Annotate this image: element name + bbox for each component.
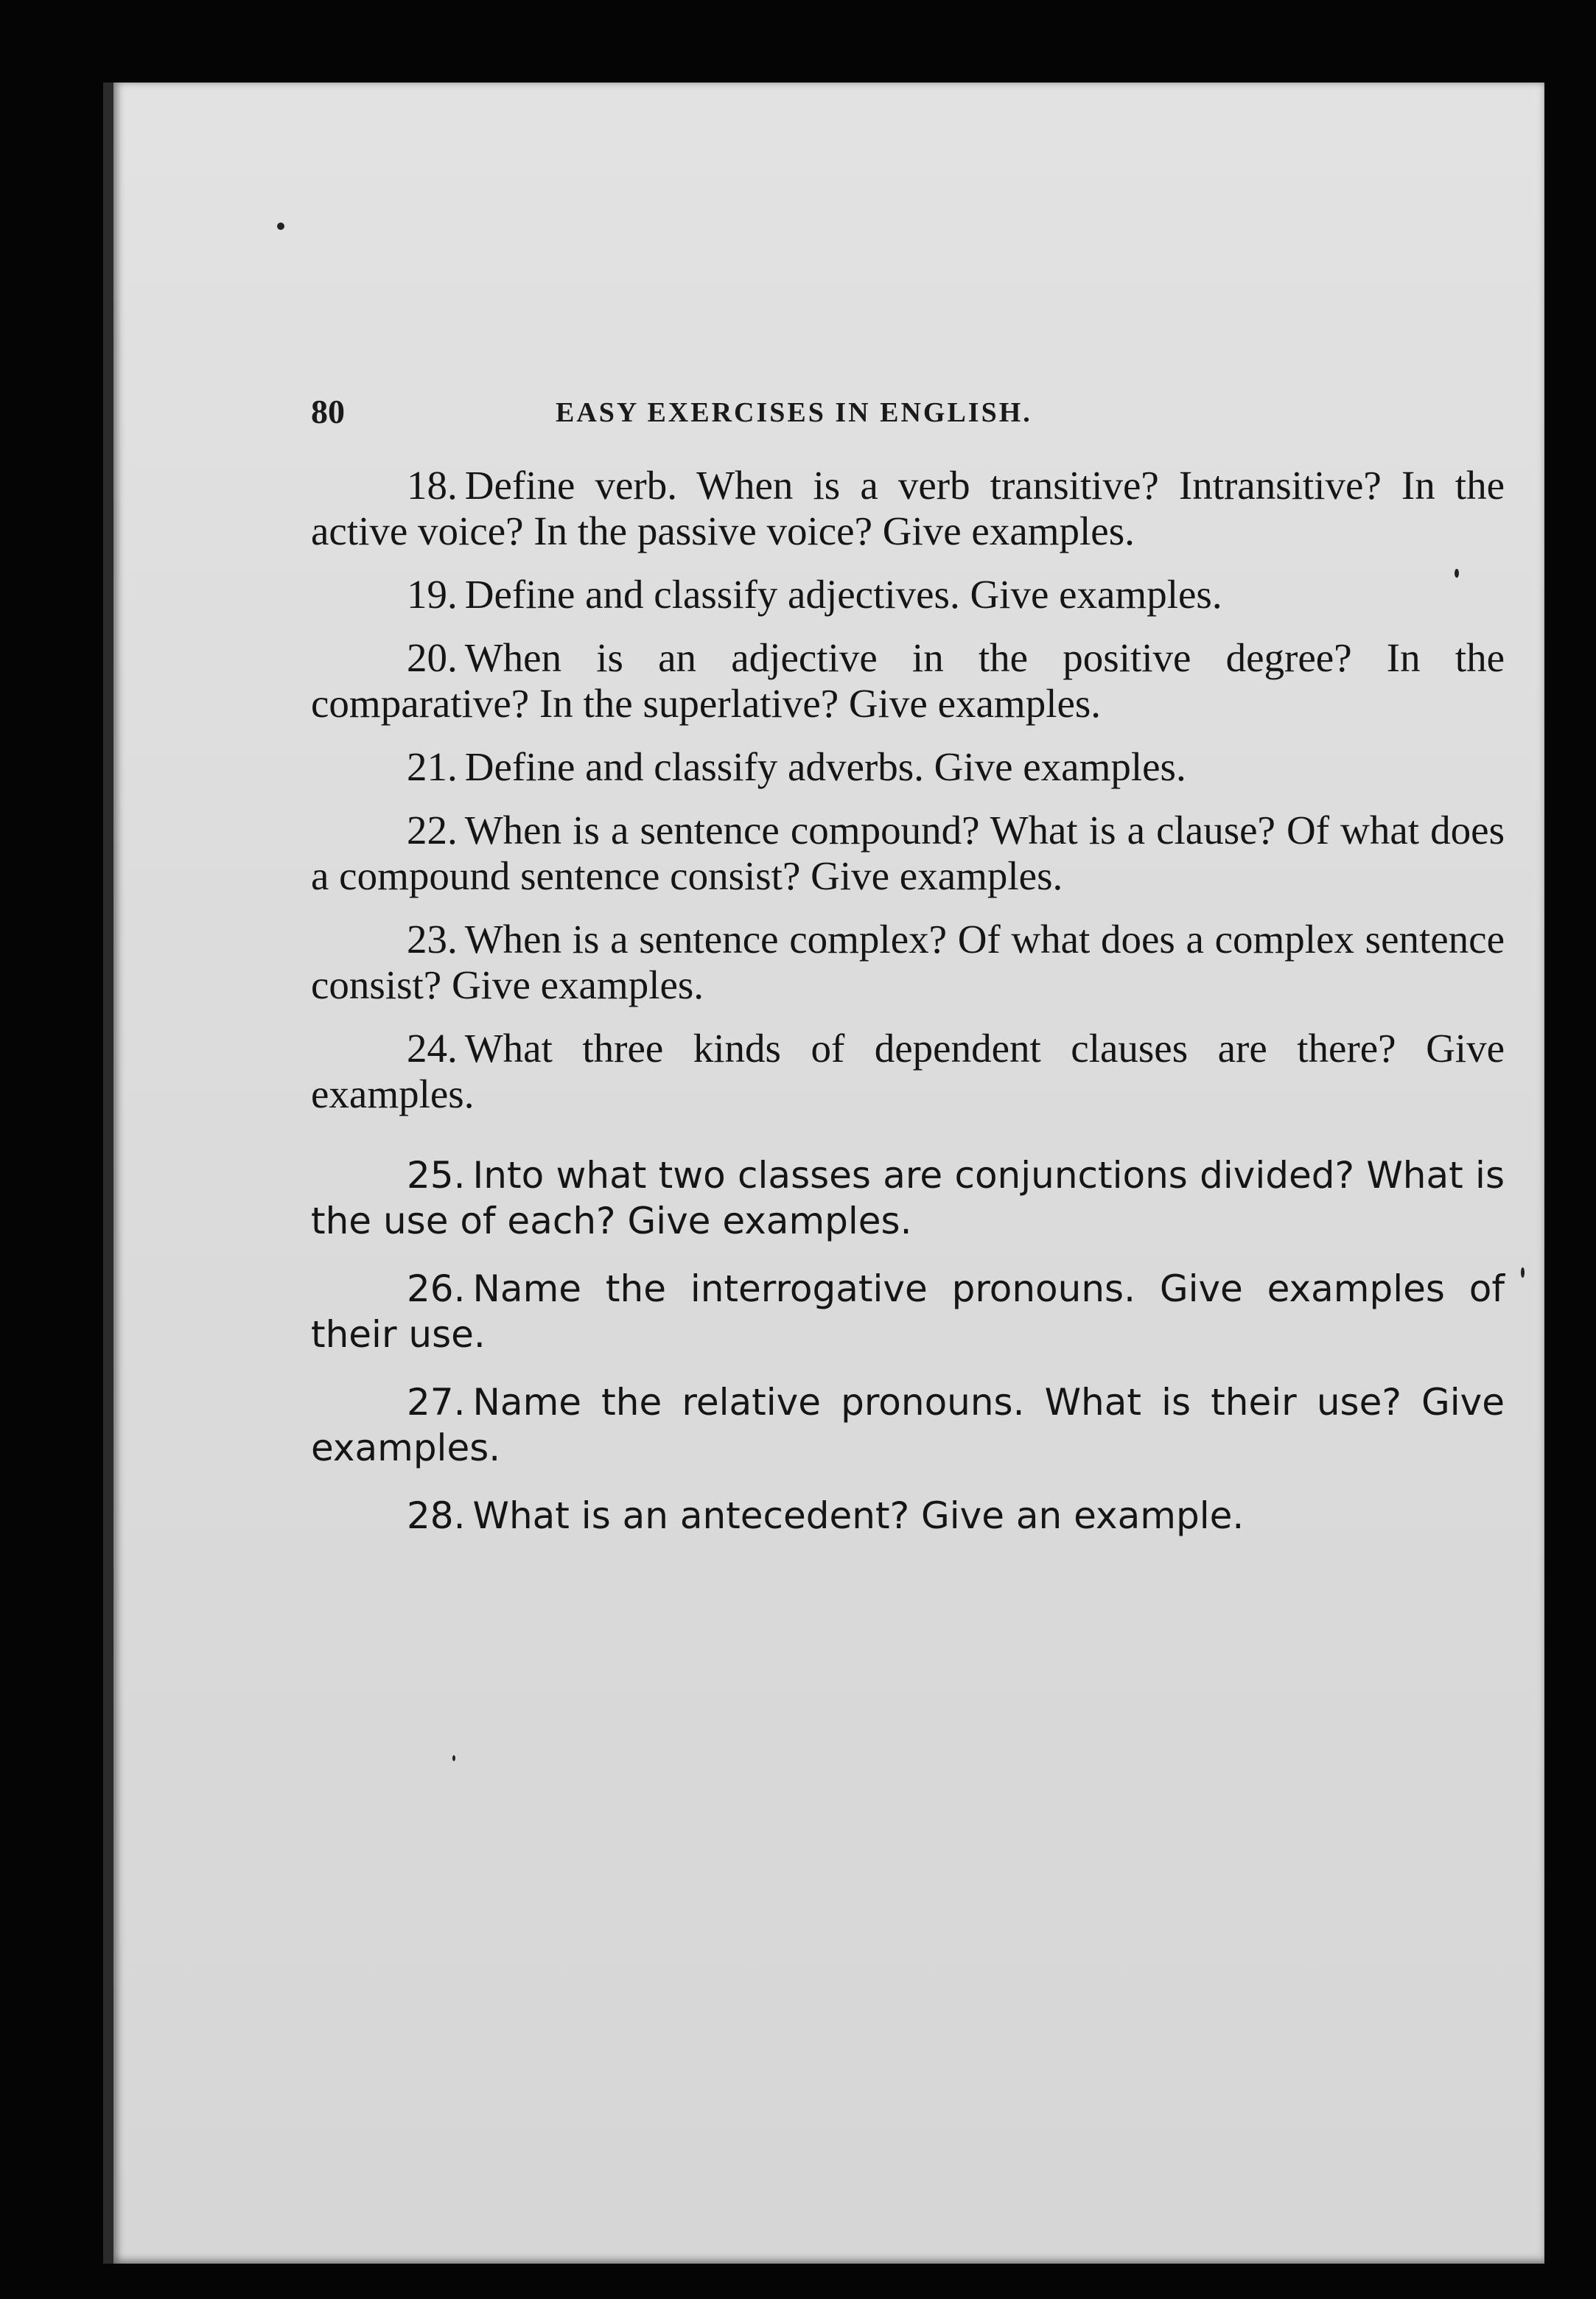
question-28 xyxy=(311,1493,1505,1539)
question-text: Name the interrogative pronouns. Give examples of their use. xyxy=(311,1267,1505,1356)
question-number: 24. xyxy=(407,1026,458,1071)
question-number: 28. xyxy=(407,1494,466,1537)
page-number: 80 xyxy=(311,393,345,430)
question-text: Define verb. When is a verb transitive? Intransitive? In the active voice? In the passive voice? Give examples. xyxy=(311,463,1505,553)
question-text: Define and classify adjectives. Give examples. xyxy=(464,572,1222,617)
running-head: EASY EXERCISES IN ENGLISH. xyxy=(556,397,1032,428)
scan-speck xyxy=(1455,569,1459,578)
question-27 xyxy=(311,1379,1505,1471)
scan-speck xyxy=(1521,1267,1525,1278)
question-list xyxy=(311,463,1505,1561)
question-text: When is an adjective in the positive degree? In the comparative? In the superlative? Give examples. xyxy=(311,635,1505,726)
question-20 xyxy=(311,635,1505,727)
question-25 xyxy=(311,1152,1505,1244)
question-24 xyxy=(311,1026,1505,1117)
question-21 xyxy=(311,744,1505,790)
question-number: 23. xyxy=(407,917,458,962)
question-number: 27. xyxy=(407,1381,466,1424)
question-number: 18. xyxy=(407,463,458,508)
question-19 xyxy=(311,572,1505,617)
question-18 xyxy=(311,463,1505,554)
question-26 xyxy=(311,1266,1505,1357)
question-22 xyxy=(311,808,1505,899)
question-number: 20. xyxy=(407,635,458,680)
question-23 xyxy=(311,917,1505,1008)
scan-speck xyxy=(452,1755,455,1761)
question-text: What three kinds of dependent clauses are there? Give examples. xyxy=(311,1026,1505,1116)
question-number: 19. xyxy=(407,572,458,617)
question-number: 22. xyxy=(407,808,458,853)
question-text: Define and classify adverbs. Give examples. xyxy=(464,744,1186,789)
scan-speck xyxy=(277,223,284,230)
page-header xyxy=(311,392,1269,436)
question-number: 26. xyxy=(407,1267,466,1310)
question-text: What is an antecedent? Give an example. xyxy=(472,1494,1245,1537)
question-text: When is a sentence compound? What is a clause? Of what does a compound sentence consist? Give examples. xyxy=(311,808,1505,898)
question-number: 25. xyxy=(407,1154,466,1197)
book-page xyxy=(103,83,1544,2264)
question-text: Into what two classes are conjunctions divided? What is the use of each? Give examples. xyxy=(311,1154,1505,1242)
question-text: Name the relative pronouns. What is their use? Give examples. xyxy=(311,1381,1505,1469)
question-number: 21. xyxy=(407,744,458,789)
question-text: When is a sentence complex? Of what does a complex sentence consist? Give examples. xyxy=(311,917,1505,1007)
